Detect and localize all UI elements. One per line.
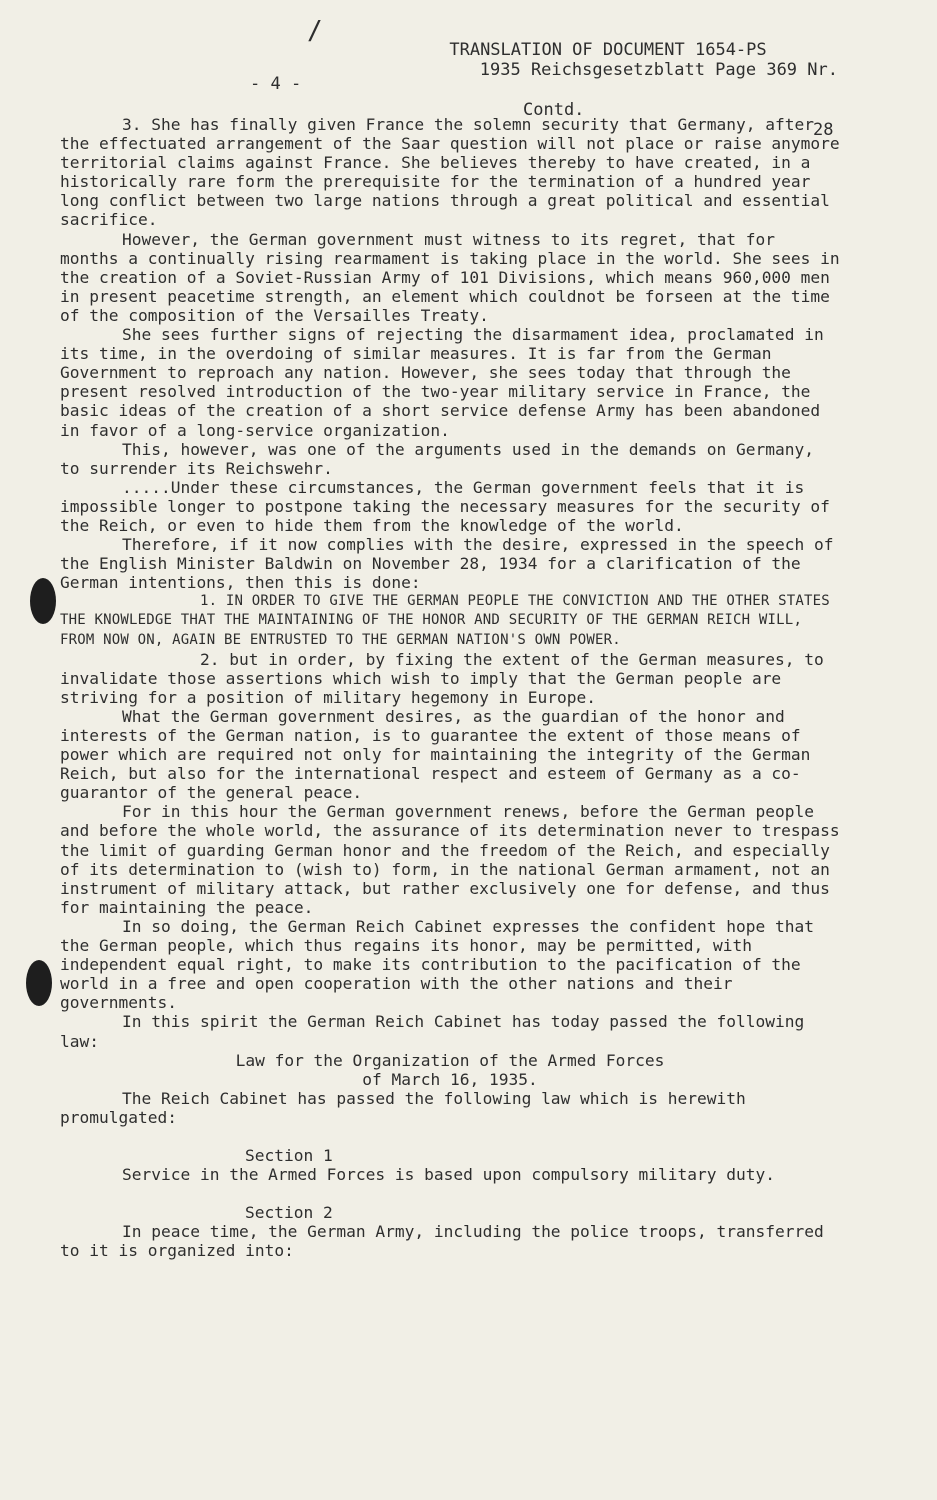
document-number: 28 — [813, 120, 834, 140]
paragraph: However, the German government must witness to its regret, that for months a continually rising rearmament is taking place in the world. She sees in the creation of a Soviet-Russian Army of 101 Divisions, which means 960,000 men in present peacetime strength, an element which couldnot be forseen at the time of the composition of the Versailles Treaty. — [60, 229, 840, 325]
continued-label: Contd. — [523, 100, 585, 120]
document-source: 1935 Reichsgesetzblatt Page 369 Nr. — [479, 60, 838, 80]
paragraph: 2. but in order, by fixing the extent of the German measures, to invalidate those assertions which wish to imply that the German people are striving for a position of military hegemony in Europe. — [60, 649, 824, 707]
section2-heading: Section 2 — [245, 1203, 333, 1223]
document-body — [60, 115, 840, 1260]
page-number: - 4 - — [250, 74, 302, 94]
law-title-line1: Law for the Organization of the Armed Forces — [235, 1050, 665, 1070]
paragraph: For in this hour the German government renews, before the German people and before the whole world, the assurance of its determination never to trespass the limit of guarding German honor and the freedom of the Reich, and especially of its determination to (wish to) form, in the national German armament, not an instrument of military attack, but rather exclusively one for defense, and thus for maintaining the peace. — [60, 802, 840, 917]
paragraph: Therefore, if it now complies with the desire, expressed in the speech of the English Minister Baldwin on November 28, 1934 for a clarification of the German intentions, then this is done: — [60, 535, 834, 593]
punch-hole — [26, 960, 52, 1006]
paragraph: 3. She has finally given France the solemn security that Germany, after the effectuated arrangement of the Saar question will not place or raise anymore territorial claims against France. She believes thereby to have created, in a historically rare form the prerequisite for the termination of a hundred year long conflict between two large nations through a great political and essential sacrifice. — [60, 115, 840, 230]
caps-paragraph: 1. IN ORDER TO GIVE THE GERMAN PEOPLE THE CONVICTION AND THE OTHER STATES THE KNOWLEDGE THAT THE MAINTAINING OF THE HONOR AND SECURITY OF THE GERMAN REICH WILL, FROM NOW ON, AGAIN BE ENTRUSTED TO THE GERMAN NATION'S OWN POWER. — [60, 593, 830, 648]
section1-text: Service in the Armed Forces is based upon compulsory military duty. — [122, 1165, 775, 1185]
law-title-line2: of March 16, 1935. — [362, 1069, 538, 1089]
paragraph: This, however, was one of the arguments used in the demands on Germany, to surrender its Reichswehr. — [60, 439, 814, 478]
paragraph: .....Under these circumstances, the German government feels that it is impossible longer to postpone taking the necessary measures for the security of the Reich, or even to hide them from the knowledge of the world. — [60, 477, 830, 535]
punch-hole — [30, 578, 56, 624]
paragraph: She sees further signs of rejecting the disarmament idea, proclamated in its time, in the overdoing of similar measures. It is far from the German Government to reproach any nation. However, she sees today that through the present resolved introduction of the two-year military service in France, the basic ideas of the creation of a short service defense Army has been abandoned in favor of a long-service organization. — [60, 325, 824, 440]
document-header — [418, 40, 838, 140]
document-title: TRANSLATION OF DOCUMENT 1654-PS — [449, 40, 767, 60]
section1-heading: Section 1 — [245, 1145, 333, 1165]
promulgation-paragraph: The Reich Cabinet has passed the following law which is herewith promulgated: — [60, 1088, 746, 1127]
handwritten-mark: / — [307, 16, 323, 46]
paragraph: What the German government desires, as the guardian of the honor and interests of the German nation, is to guarantee the extent of those means of power which are required not only for maintaining the integrity of the German Reich, but also for the international respect and esteem of Germany as a co-guarantor of the general peace. — [60, 706, 811, 803]
paragraph: In this spirit the German Reich Cabinet has today passed the following law: — [60, 1012, 805, 1051]
section2-text: In peace time, the German Army, including the police troops, transferred to it is organized into: — [60, 1222, 824, 1261]
paragraph: In so doing, the German Reich Cabinet expresses the confident hope that the German people, which thus regains its honor, may be permitted, with independent equal right, to make its contribution to the pacification of the world in a free and open cooperation with the other nations and their governments. — [60, 916, 814, 1013]
